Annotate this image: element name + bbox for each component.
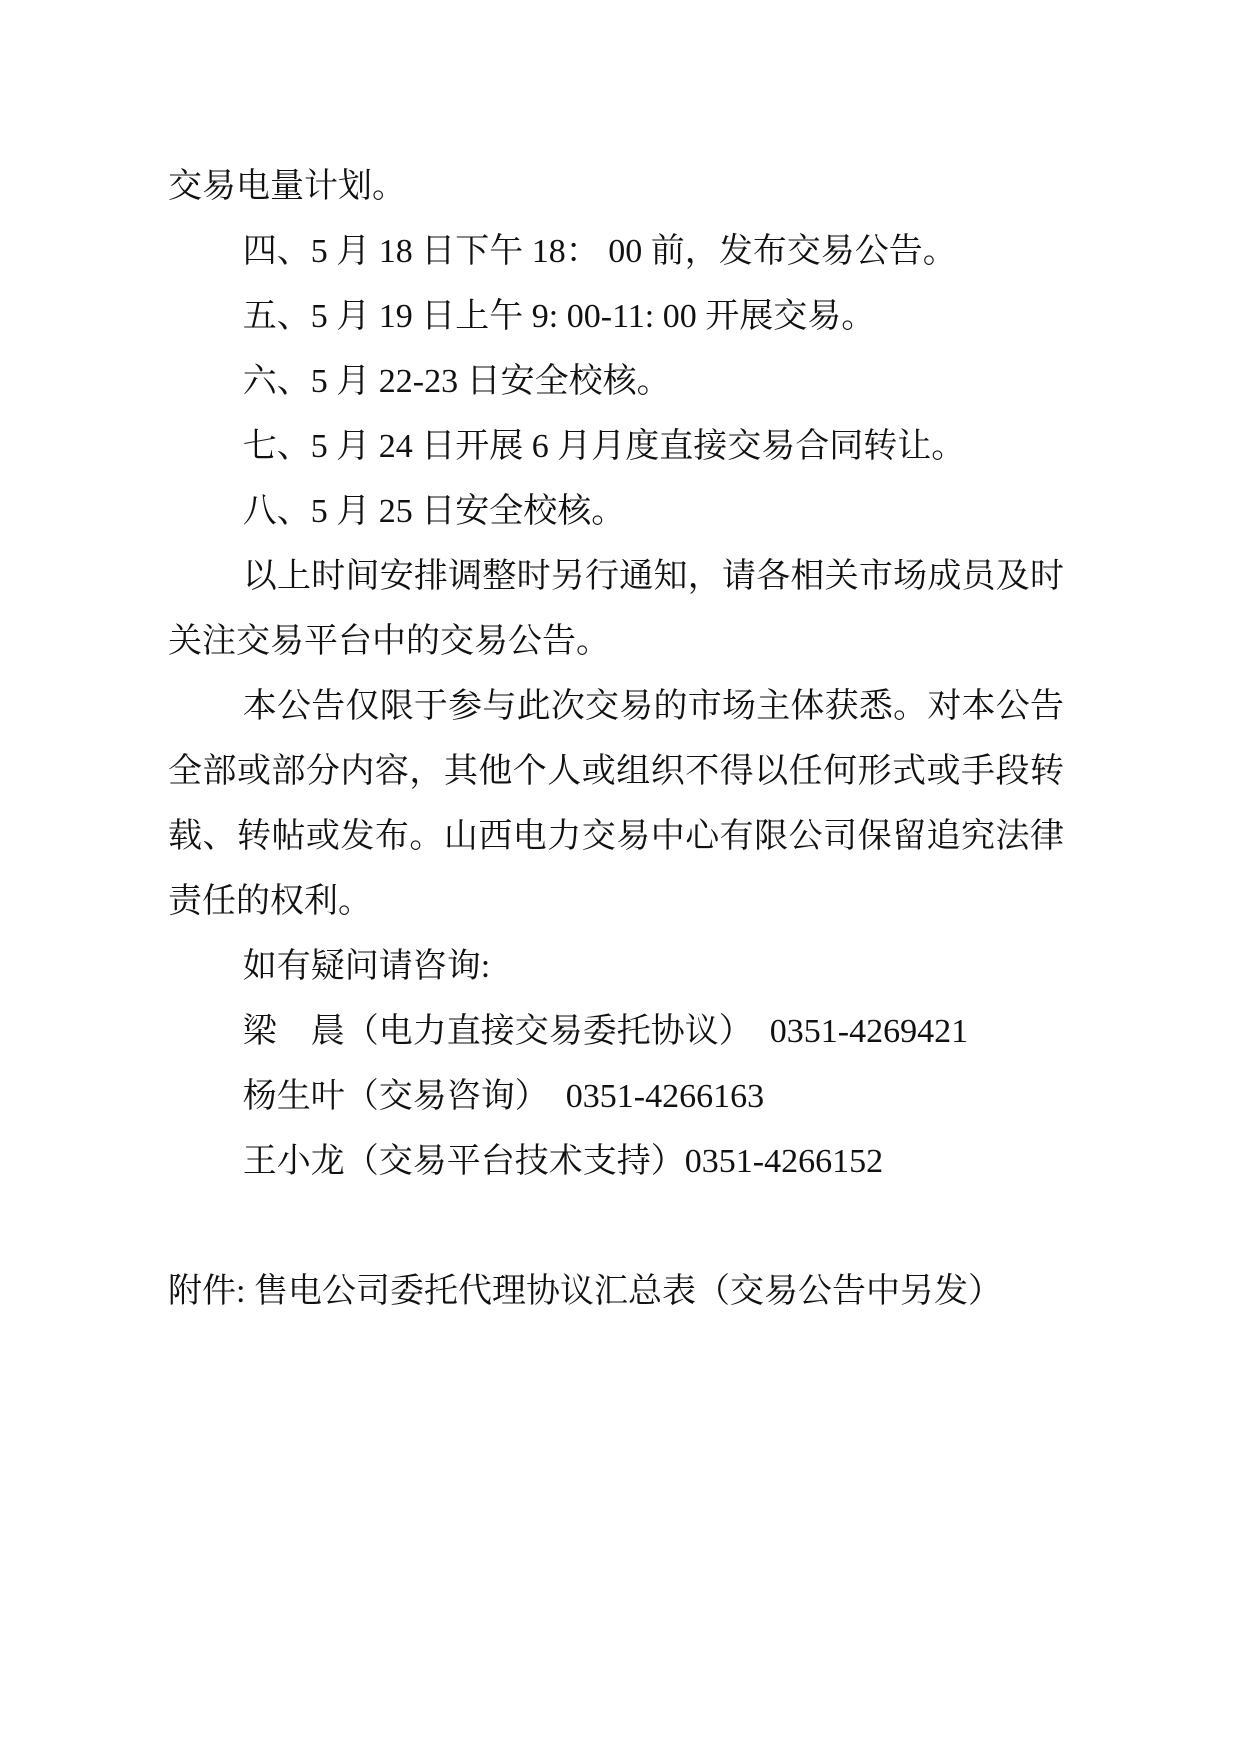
text-line: 交易电量计划。 bbox=[168, 168, 406, 205]
text-line: 杨生叶（交易咨询） 0351-4266163 bbox=[242, 1078, 765, 1115]
document-body bbox=[168, 154, 1064, 1324]
text-line: 七、5 月 24 日开展 6 月月度直接交易合同转让。 bbox=[242, 428, 966, 465]
text-line: 关注交易平台中的交易公告。 bbox=[168, 623, 610, 660]
text-line: 附件: 售电公司委托代理协议汇总表（交易公告中另发） bbox=[168, 1273, 1002, 1310]
text-line: 载、转帖或发布。山西电力交易中心有限公司保留追究法律 bbox=[168, 818, 1064, 855]
text-line: 全部或部分内容，其他个人或组织不得以任何形式或手段转 bbox=[168, 753, 1064, 790]
text-line: 梁 晨（电力直接交易委托协议） 0351-4269421 bbox=[242, 1013, 969, 1050]
text-line: 五、5 月 19 日上午 9: 00-11: 00 开展交易。 bbox=[242, 298, 876, 335]
text-line: 本公告仅限于参与此次交易的市场主体获悉。对本公告 bbox=[242, 688, 1064, 725]
text-line: 八、5 月 25 日安全校核。 bbox=[242, 493, 626, 530]
text-line: 六、5 月 22-23 日安全校核。 bbox=[242, 363, 671, 400]
blank-line bbox=[168, 1194, 1064, 1259]
text-line: 责任的权利。 bbox=[168, 883, 372, 920]
text-line: 王小龙（交易平台技术支持）0351-4266152 bbox=[242, 1143, 884, 1180]
text-line: 以上时间安排调整时另行通知，请各相关市场成员及时 bbox=[242, 558, 1064, 595]
text-line: 如有疑问请咨询: bbox=[242, 948, 491, 985]
text-line: 四、5 月 18 日下午 18： 00 前，发布交易公告。 bbox=[242, 233, 957, 270]
